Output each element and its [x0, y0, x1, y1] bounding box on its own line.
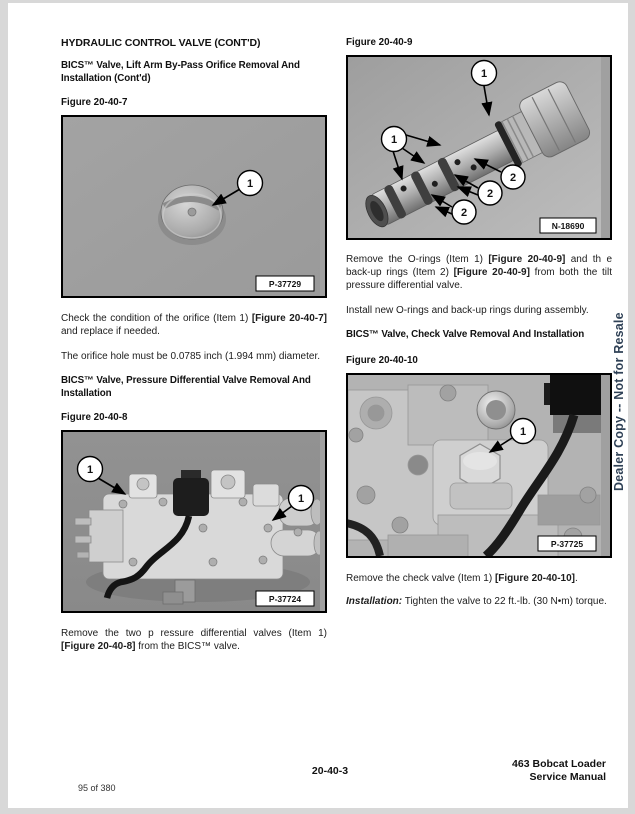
cartridge-valve-photo-illustration — [348, 57, 601, 238]
figure-caption-20-40-10: Figure 20-40-10 — [346, 354, 418, 366]
text-segment: Tighten the valve to 22 ft.-lb. (30 N•m) torque. — [402, 595, 607, 607]
text-segment: Check the condition of the orifice (Item 1) — [61, 313, 252, 324]
callout-2-c-label: 2 — [460, 207, 468, 219]
paragraph-remove-o-rings — [346, 253, 612, 292]
check-valve-photo-illustration — [348, 375, 601, 556]
callout-2-a-label: 2 — [509, 172, 517, 184]
footer-manual-line2: Service Manual — [529, 771, 606, 783]
text-segment: and replace if needed. — [61, 326, 160, 337]
footer-section-page: 20-40-3 — [311, 765, 349, 777]
figure-caption-20-40-9: Figure 20-40-9 — [346, 37, 413, 48]
bics-valve-photo-illustration — [63, 432, 320, 611]
manual-page — [8, 3, 628, 808]
callout-1-right-label: 1 — [297, 493, 305, 505]
electrical-connector — [173, 478, 209, 516]
footer-manual-title — [512, 758, 606, 784]
footer-manual-line1: 463 Bobcat Loader — [512, 758, 606, 770]
photo-id-label: P-37725 — [550, 538, 584, 549]
text-segment: from both the tilt pressure differential valve. — [346, 267, 612, 291]
paragraph-install-new-orings: Install new O-rings and back-up rings during assembly. — [346, 305, 589, 316]
subsection-heading-pressure-differential: BICS™ Valve, Pressure Differential Valve Removal And Installation — [61, 375, 311, 399]
figure-20-40-10-photo — [346, 373, 612, 558]
callout-1-label: 1 — [519, 425, 527, 438]
subsection-heading-bypass-orifice: BICS™ Valve, Lift Arm By-Pass Orifice Removal And Installation (Cont'd) — [61, 60, 300, 84]
installation-keyword: Installation: — [346, 595, 403, 607]
figure-caption-20-40-8: Figure 20-40-8 — [61, 412, 128, 423]
text-segment: from the BICS™ valve. — [135, 641, 240, 652]
photo-id-label: P-37729 — [268, 279, 302, 289]
photo-id-label: N-18690 — [551, 221, 585, 231]
figure-reference: [Figure 20-40-7] — [251, 313, 327, 324]
callout-1-top-label: 1 — [480, 68, 488, 80]
dealer-copy-watermark: Dealer Copy -- Not for Resale — [612, 312, 626, 491]
paragraph-remove-check-valve — [346, 572, 612, 585]
figure-20-40-7-photo — [61, 115, 327, 298]
paragraph-installation-torque — [346, 595, 612, 608]
figure-caption-20-40-7: Figure 20-40-7 — [61, 97, 128, 108]
text-segment: and th e back-up rings (Item 2) — [346, 254, 613, 278]
text-segment: Remove the O-rings (Item 1) — [346, 254, 489, 265]
callout-1-label: 1 — [246, 178, 254, 190]
figure-reference: [Figure 20-40-8] — [61, 641, 136, 652]
paragraph-check-orifice — [61, 312, 327, 338]
section-heading: HYDRAULIC CONTROL VALVE (CONT'D) — [61, 37, 261, 49]
figure-reference: [Figure 20-40-9] — [453, 267, 530, 278]
figure-20-40-8-photo — [61, 430, 327, 613]
subsection-heading-check-valve: BICS™ Valve, Check Valve Removal And Installation — [346, 329, 585, 340]
callout-2-b-label: 2 — [486, 188, 494, 200]
figure-reference: [Figure 20-40-10] — [494, 572, 575, 584]
left-column — [61, 37, 327, 653]
text-segment: Remove the two p ressure differential valves (Item 1) — [61, 628, 327, 639]
right-column — [346, 37, 612, 608]
text-segment: Remove the check valve (Item 1) — [346, 572, 495, 584]
orifice-photo-illustration — [63, 117, 320, 296]
photo-id-label: P-37724 — [268, 594, 302, 604]
paragraph-orifice-hole: The orifice hole must be 0.0785 inch (1.994 mm) diameter. — [61, 351, 321, 362]
figure-reference: [Figure 20-40-9] — [488, 254, 566, 265]
footer-scan-page-number: 95 of 380 — [78, 783, 116, 793]
figure-20-40-9-photo — [346, 55, 612, 240]
paragraph-remove-pressure-valves — [61, 627, 327, 653]
text-segment: . — [574, 572, 578, 584]
electrical-connector — [550, 375, 601, 415]
callout-1-left-label: 1 — [86, 464, 94, 476]
callout-1-left-label: 1 — [390, 134, 398, 146]
